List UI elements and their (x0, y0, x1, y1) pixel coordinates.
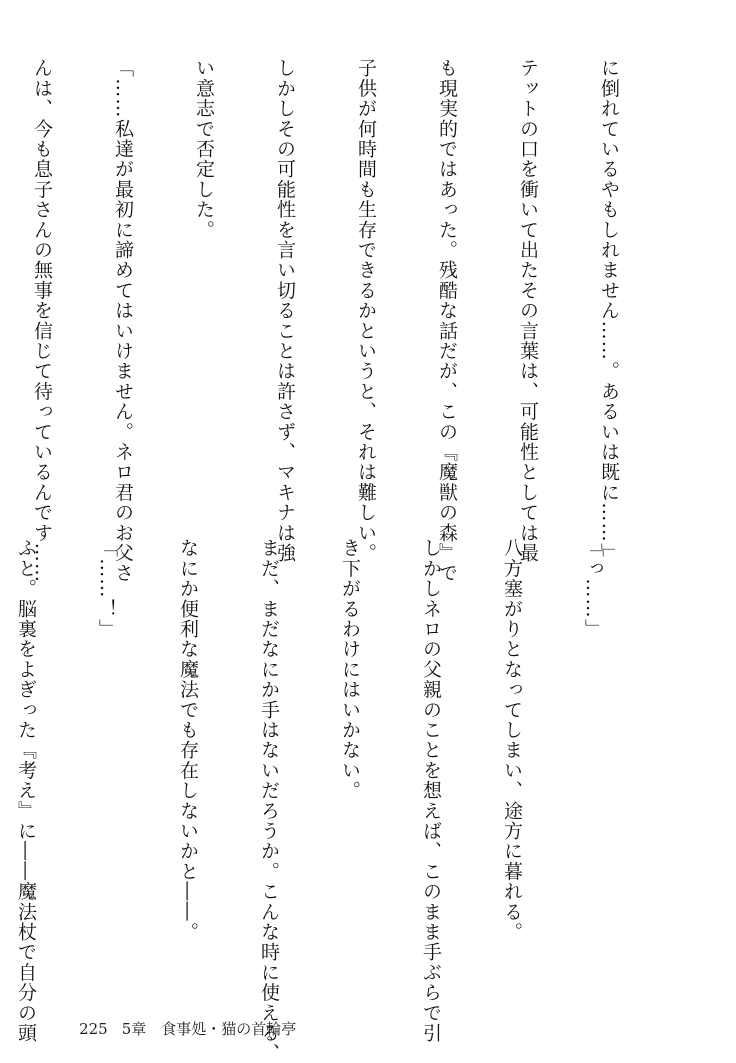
text-line: 「……！」 (96, 538, 118, 639)
text-line: まだ、まだなにか手はないだろうか。こんな時に使える、 (258, 538, 280, 1063)
chapter-title: 5章 食事処・猫の首輪亭 (121, 1020, 297, 1038)
text-line: んは、今も息子さんの無事を信じて待っているんです…… (31, 58, 53, 584)
text-line: い意志で否定した。 (193, 58, 215, 240)
text-line: 「……私達が最初に諦めてはいけません。ネロ君のお父さ (112, 58, 134, 584)
page-number: 225 (79, 1020, 108, 1038)
text-line: に倒れているやもしれません……。あるいは既に……」 (598, 58, 620, 563)
text-line: しかしその可能性を言い切ることは許さず、マキナは強 (274, 58, 296, 563)
text-line: テットの口を衝いて出たその言葉は、可能性としては最 (517, 58, 539, 563)
text-line: 八方塞がりとなってしまい、途方に暮れる。 (501, 538, 523, 942)
page-footer (60, 1000, 310, 1057)
text-line: しかしネロの父親のことを想えば、このまま手ぶらで引 (420, 538, 442, 1043)
text-line: なにか便利な魔法でも存在しないかと――。 (177, 538, 199, 942)
upper-text-block (0, 58, 676, 584)
text-line: ふと。脳裏をよぎった『考え』に――魔法杖で自分の頭 (15, 538, 37, 1043)
text-line: き下がるわけにはいかない。 (339, 538, 361, 801)
text-line: 子供が何時間も生存できるかというと、それは難しい。 (355, 58, 377, 563)
text-line: も現実的ではあった。残酷な話だが、この『魔獣の森』で (436, 58, 458, 584)
text-line: 「っ……」 (582, 538, 604, 639)
